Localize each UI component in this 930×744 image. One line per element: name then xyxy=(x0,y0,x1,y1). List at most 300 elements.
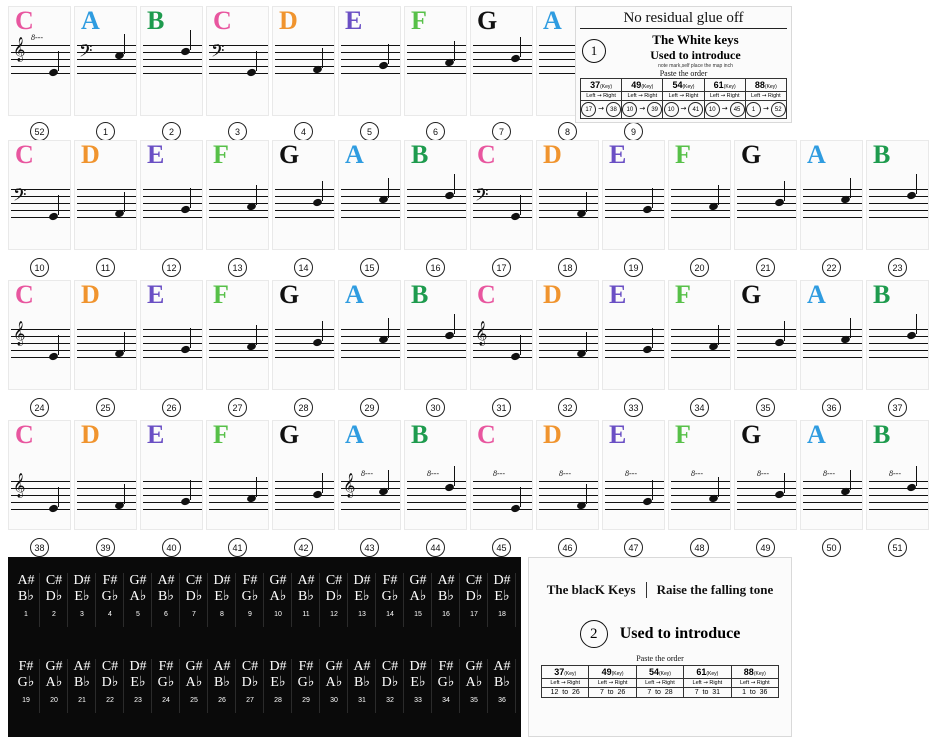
black-key-sticker[interactable] xyxy=(12,571,40,633)
white-key-sticker[interactable] xyxy=(140,420,203,530)
staff-line xyxy=(539,217,598,218)
white-key-sticker[interactable] xyxy=(866,140,929,250)
white-key-sticker[interactable] xyxy=(734,280,797,390)
note-stem xyxy=(190,30,191,50)
staff-line xyxy=(407,52,466,53)
treble-clef-icon: 𝄞 xyxy=(13,37,26,61)
black-key-flat-label: A♭ xyxy=(185,675,203,690)
staff-line xyxy=(869,481,928,482)
staff-line xyxy=(473,217,532,218)
number-cell xyxy=(338,538,401,557)
black-key-sticker[interactable] xyxy=(124,571,152,633)
note-stem xyxy=(784,181,785,201)
white-key-sticker[interactable] xyxy=(602,280,665,390)
staff-line xyxy=(275,59,334,60)
staff-line xyxy=(737,502,796,503)
white-key-number: 12 xyxy=(162,258,181,277)
black-paste-order: Paste the order xyxy=(636,654,684,663)
black-key-sticker[interactable] xyxy=(292,657,320,719)
note-stem xyxy=(454,466,455,486)
white-key-sticker[interactable] xyxy=(74,140,137,250)
black-key-number: 25 xyxy=(190,697,198,704)
black-key-sticker[interactable] xyxy=(432,571,460,633)
note-stem xyxy=(388,44,389,64)
staff-line xyxy=(869,350,928,351)
black-key-sticker[interactable] xyxy=(96,657,124,719)
black-key-number: 31 xyxy=(358,697,366,704)
staff-line xyxy=(605,357,664,358)
white-key-number: 45 xyxy=(492,538,511,557)
black-key-sticker[interactable] xyxy=(376,657,404,719)
note-stem xyxy=(586,192,587,212)
staff-line xyxy=(341,189,400,190)
staff-line xyxy=(671,495,730,496)
black-key-sharp-label: F# xyxy=(382,573,398,588)
table-value-row xyxy=(542,688,779,698)
black-key-flat-label: D♭ xyxy=(241,675,259,690)
white-key-row xyxy=(8,6,665,116)
black-key-sharp-label: F# xyxy=(242,573,258,588)
ottava-marking: 8--- xyxy=(559,469,571,478)
white-key-sticker[interactable] xyxy=(734,420,797,530)
key-count-header: 88(Key) xyxy=(745,79,786,92)
staff-line xyxy=(275,329,334,330)
staff-line xyxy=(407,502,466,503)
white-key-sticker[interactable] xyxy=(206,280,269,390)
staff-line xyxy=(407,481,466,482)
white-key-sticker[interactable] xyxy=(536,140,599,250)
white-key-sticker[interactable] xyxy=(866,280,929,390)
staff-line xyxy=(605,488,664,489)
number-cell xyxy=(272,538,335,557)
staff-line xyxy=(473,52,532,53)
title-divider xyxy=(646,582,647,598)
black-key-number: 26 xyxy=(218,697,226,704)
white-key-sticker[interactable] xyxy=(74,6,137,116)
number-cell xyxy=(536,398,599,417)
black-key-flat-label: G♭ xyxy=(101,589,119,604)
staff-line xyxy=(275,196,334,197)
white-key-letter: C xyxy=(213,6,232,35)
white-key-number: 4 xyxy=(294,122,313,141)
white-key-sticker[interactable] xyxy=(470,140,533,250)
white-key-sticker[interactable] xyxy=(74,280,137,390)
number-cell xyxy=(338,398,401,417)
black-key-sticker[interactable] xyxy=(124,657,152,719)
white-key-letter: D xyxy=(81,280,100,309)
staff-line xyxy=(143,203,202,204)
white-key-sticker[interactable] xyxy=(140,140,203,250)
white-key-letter: C xyxy=(477,280,496,309)
key-range-value: 10 → 39 xyxy=(622,101,663,119)
white-key-letter: B xyxy=(411,280,429,309)
white-key-sticker[interactable] xyxy=(536,280,599,390)
white-key-number: 15 xyxy=(360,258,379,277)
white-key-letter: F xyxy=(675,140,691,169)
black-key-sticker[interactable] xyxy=(236,571,264,633)
note-stem xyxy=(850,470,851,490)
note-stem xyxy=(784,473,785,493)
staff-line xyxy=(737,481,796,482)
white-key-number: 44 xyxy=(426,538,445,557)
staff-line xyxy=(803,343,862,344)
black-key-sticker[interactable] xyxy=(96,571,124,633)
white-key-number: 52 xyxy=(30,122,49,141)
number-cell xyxy=(404,538,467,557)
white-key-sticker[interactable] xyxy=(8,140,71,250)
number-cell xyxy=(206,398,269,417)
number-cell xyxy=(602,538,665,557)
white-key-sticker[interactable] xyxy=(8,280,71,390)
white-key-sticker[interactable] xyxy=(338,420,401,530)
black-key-sticker[interactable] xyxy=(208,571,236,633)
black-key-number: 4 xyxy=(108,611,112,618)
white-key-sticker[interactable] xyxy=(272,280,335,390)
white-key-number: 22 xyxy=(822,258,841,277)
white-key-number: 10 xyxy=(30,258,49,277)
staff-line xyxy=(671,203,730,204)
ottava-marking: 8--- xyxy=(757,469,769,478)
staff-line xyxy=(407,45,466,46)
note-stem xyxy=(322,181,323,201)
black-key-sticker[interactable] xyxy=(460,657,488,719)
black-key-sticker[interactable] xyxy=(208,657,236,719)
number-cell xyxy=(140,258,203,277)
staff-line xyxy=(737,509,796,510)
white-key-letter: D xyxy=(279,6,298,35)
number-cell xyxy=(800,258,863,277)
staff-line xyxy=(407,509,466,510)
badge-one: 1 xyxy=(582,39,606,63)
black-key-number: 36 xyxy=(498,697,506,704)
staff-line xyxy=(11,73,70,74)
staff-line xyxy=(209,509,268,510)
white-key-row xyxy=(8,420,929,530)
white-key-number: 19 xyxy=(624,258,643,277)
note-stem xyxy=(652,328,653,348)
white-key-letter: G xyxy=(741,420,762,449)
staff-line xyxy=(209,350,268,351)
staff-line xyxy=(407,350,466,351)
staff-line xyxy=(209,217,268,218)
white-key-sticker[interactable] xyxy=(404,420,467,530)
staff-line xyxy=(671,189,730,190)
white-key-sticker[interactable] xyxy=(338,6,401,116)
staff-line xyxy=(275,217,334,218)
staff-line xyxy=(275,203,334,204)
white-key-number: 2 xyxy=(162,122,181,141)
black-key-sharp-label: G# xyxy=(185,659,203,674)
white-key-sticker[interactable] xyxy=(602,140,665,250)
black-key-sharp-label: C# xyxy=(381,659,399,674)
white-key-sticker[interactable] xyxy=(470,420,533,530)
treble-clef-icon: 𝄞 xyxy=(475,321,488,345)
black-key-sharp-label: G# xyxy=(465,659,483,674)
black-key-flat-label: D♭ xyxy=(381,675,399,690)
black-key-sticker[interactable] xyxy=(376,571,404,633)
white-key-letter: C xyxy=(477,140,496,169)
staff-line xyxy=(803,509,862,510)
key-range-value: 1 to 36 xyxy=(731,688,778,698)
number-cell xyxy=(602,398,665,417)
number-cell xyxy=(404,122,467,141)
staff-line xyxy=(209,502,268,503)
note-stem xyxy=(718,477,719,497)
note-stem xyxy=(520,487,521,507)
staff-line xyxy=(803,189,862,190)
note-stem xyxy=(388,318,389,338)
note-stem xyxy=(784,321,785,341)
black-key-flat-label: D♭ xyxy=(185,589,203,604)
white-key-number: 38 xyxy=(30,538,49,557)
black-key-sticker[interactable] xyxy=(320,657,348,719)
white-key-number: 41 xyxy=(228,538,247,557)
black-key-sticker[interactable] xyxy=(180,571,208,633)
staff-line xyxy=(869,203,928,204)
key-range-value: 17 → 38 xyxy=(581,101,622,119)
white-key-number: 24 xyxy=(30,398,49,417)
black-key-sticker[interactable] xyxy=(488,571,516,633)
black-key-sticker[interactable] xyxy=(152,571,180,633)
staff-line xyxy=(869,336,928,337)
staff-line xyxy=(11,350,70,351)
staff-line xyxy=(407,329,466,330)
white-key-sticker[interactable] xyxy=(602,420,665,530)
staff-line xyxy=(803,481,862,482)
white-key-sticker[interactable] xyxy=(140,280,203,390)
note-stem xyxy=(58,51,59,71)
number-cell xyxy=(74,258,137,277)
black-key-sticker[interactable] xyxy=(460,571,488,633)
black-key-flat-label: A♭ xyxy=(409,589,427,604)
white-key-sticker[interactable] xyxy=(404,140,467,250)
staff-line xyxy=(77,73,136,74)
black-key-number: 7 xyxy=(192,611,196,618)
black-key-flat-label: G♭ xyxy=(381,589,399,604)
white-key-sticker[interactable] xyxy=(800,140,863,250)
black-key-sticker[interactable] xyxy=(264,571,292,633)
staff-line xyxy=(407,189,466,190)
black-key-sticker[interactable] xyxy=(404,657,432,719)
white-key-sticker[interactable] xyxy=(800,280,863,390)
white-key-letter: B xyxy=(873,140,891,169)
white-key-sticker[interactable] xyxy=(668,280,731,390)
black-key-sticker[interactable] xyxy=(432,657,460,719)
staff-line xyxy=(275,495,334,496)
ottava-marking: 8--- xyxy=(625,469,637,478)
black-key-flat-label: E♭ xyxy=(214,589,230,604)
staff-line xyxy=(143,52,202,53)
staff-line xyxy=(209,481,268,482)
white-key-sticker[interactable] xyxy=(8,6,71,116)
black-key-flat-label: E♭ xyxy=(74,589,90,604)
note-stem xyxy=(916,174,917,194)
white-key-letter: G xyxy=(477,6,498,35)
staff-line xyxy=(803,203,862,204)
black-key-flat-label: B♭ xyxy=(438,589,454,604)
staff-line xyxy=(605,481,664,482)
staff-line xyxy=(869,189,928,190)
staff-line xyxy=(275,210,334,211)
staff-line xyxy=(407,488,466,489)
key-count-header: 49(Key) xyxy=(622,79,663,92)
white-key-sticker[interactable] xyxy=(206,6,269,116)
staff-line xyxy=(539,357,598,358)
staff-line xyxy=(539,329,598,330)
staff-line xyxy=(869,488,928,489)
number-cell xyxy=(8,538,71,557)
note-stem xyxy=(58,335,59,355)
black-key-number: 12 xyxy=(330,611,338,618)
number-cell xyxy=(668,258,731,277)
staff-line xyxy=(341,509,400,510)
black-key-flat-label: E♭ xyxy=(130,675,146,690)
left-right-label: Left → Right xyxy=(745,92,786,101)
white-key-sticker[interactable] xyxy=(272,420,335,530)
black-key-sharp-label: C# xyxy=(325,573,343,588)
staff-line xyxy=(209,488,268,489)
black-key-sticker[interactable] xyxy=(152,657,180,719)
black-key-sticker[interactable] xyxy=(264,657,292,719)
white-key-sticker[interactable] xyxy=(470,280,533,390)
note-stem xyxy=(322,321,323,341)
staff-line xyxy=(77,350,136,351)
white-key-row xyxy=(8,140,929,250)
white-key-letter: E xyxy=(609,140,627,169)
black-key-sticker[interactable] xyxy=(320,571,348,633)
staff-line xyxy=(341,73,400,74)
black-key-sticker[interactable] xyxy=(348,571,376,633)
staff-line xyxy=(341,66,400,67)
black-key-flat-label: G♭ xyxy=(157,675,175,690)
black-key-sticker[interactable] xyxy=(12,657,40,719)
white-key-letter: E xyxy=(147,280,165,309)
staff-line xyxy=(737,210,796,211)
white-key-sticker[interactable] xyxy=(470,6,533,116)
ottava-marking: 8--- xyxy=(823,469,835,478)
white-key-number: 48 xyxy=(690,538,709,557)
white-key-letter: C xyxy=(15,420,34,449)
white-key-sticker[interactable] xyxy=(734,140,797,250)
white-key-sticker[interactable] xyxy=(74,420,137,530)
black-key-number: 6 xyxy=(164,611,168,618)
black-key-number: 20 xyxy=(50,697,58,704)
white-key-number-row xyxy=(8,398,929,417)
staff-line xyxy=(539,495,598,496)
staff-line xyxy=(209,73,268,74)
black-key-sticker[interactable] xyxy=(488,657,516,719)
white-key-number: 9 xyxy=(624,122,643,141)
number-cell xyxy=(734,398,797,417)
black-key-sticker[interactable] xyxy=(40,571,68,633)
white-key-sticker[interactable] xyxy=(404,6,467,116)
white-key-sticker[interactable] xyxy=(338,140,401,250)
staff-line xyxy=(209,357,268,358)
number-cell xyxy=(536,122,599,141)
table-direction-row xyxy=(542,679,779,688)
white-key-sticker[interactable] xyxy=(668,140,731,250)
white-key-number: 34 xyxy=(690,398,709,417)
key-count-header: 88(Key) xyxy=(731,666,778,679)
white-key-letter: A xyxy=(543,6,562,35)
white-key-sticker[interactable] xyxy=(140,6,203,116)
staff-line xyxy=(143,66,202,67)
white-key-sticker[interactable] xyxy=(800,420,863,530)
white-key-sticker[interactable] xyxy=(668,420,731,530)
black-key-flat-label: D♭ xyxy=(101,675,119,690)
number-cell xyxy=(602,122,665,141)
staff-line xyxy=(275,357,334,358)
white-key-number: 35 xyxy=(756,398,775,417)
staff-line xyxy=(143,481,202,482)
white-key-sticker[interactable] xyxy=(8,420,71,530)
black-key-number: 2 xyxy=(52,611,56,618)
staff-line xyxy=(341,343,400,344)
number-cell xyxy=(470,398,533,417)
white-key-sticker[interactable] xyxy=(272,6,335,116)
key-count-header: 61(Key) xyxy=(684,666,731,679)
staff-line xyxy=(143,509,202,510)
note-stem xyxy=(718,185,719,205)
black-key-sharp-label: D# xyxy=(213,573,231,588)
black-key-sticker[interactable] xyxy=(180,657,208,719)
white-key-sticker[interactable] xyxy=(338,280,401,390)
staff-line xyxy=(11,357,70,358)
white-key-sticker[interactable] xyxy=(272,140,335,250)
black-key-sticker[interactable] xyxy=(404,571,432,633)
no-residual-title: No residual glue off xyxy=(623,10,744,26)
white-key-sticker[interactable] xyxy=(404,280,467,390)
black-key-sharp-label: C# xyxy=(101,659,119,674)
black-key-sticker[interactable] xyxy=(68,571,96,633)
staff-line xyxy=(143,329,202,330)
white-key-sticker[interactable] xyxy=(206,420,269,530)
staff-line xyxy=(473,502,532,503)
white-key-sticker[interactable] xyxy=(866,420,929,530)
number-cell xyxy=(668,398,731,417)
white-key-sticker[interactable] xyxy=(206,140,269,250)
black-key-number: 27 xyxy=(246,697,254,704)
white-key-letter: A xyxy=(345,280,364,309)
staff-line xyxy=(11,502,70,503)
staff-line xyxy=(869,217,928,218)
white-key-letter: A xyxy=(807,280,826,309)
black-key-flat-label: A♭ xyxy=(465,675,483,690)
black-key-sticker[interactable] xyxy=(236,657,264,719)
black-key-sticker[interactable] xyxy=(40,657,68,719)
black-key-sticker[interactable] xyxy=(68,657,96,719)
black-key-flat-label: B♭ xyxy=(354,675,370,690)
white-key-letter: G xyxy=(741,280,762,309)
black-key-sticker[interactable] xyxy=(348,657,376,719)
white-key-letter: F xyxy=(675,280,691,309)
staff-line xyxy=(539,509,598,510)
white-key-number: 32 xyxy=(558,398,577,417)
black-key-sticker[interactable] xyxy=(292,571,320,633)
white-key-number: 39 xyxy=(96,538,115,557)
note-stem xyxy=(190,480,191,500)
white-key-letter: A xyxy=(345,420,364,449)
key-count-header: 49(Key) xyxy=(589,666,636,679)
staff-line xyxy=(209,203,268,204)
white-key-number: 42 xyxy=(294,538,313,557)
staff-line xyxy=(143,189,202,190)
white-key-number: 36 xyxy=(822,398,841,417)
staff-line xyxy=(605,189,664,190)
staff-line xyxy=(737,336,796,337)
black-key-flat-label: G♭ xyxy=(437,675,455,690)
white-key-sticker[interactable] xyxy=(536,420,599,530)
